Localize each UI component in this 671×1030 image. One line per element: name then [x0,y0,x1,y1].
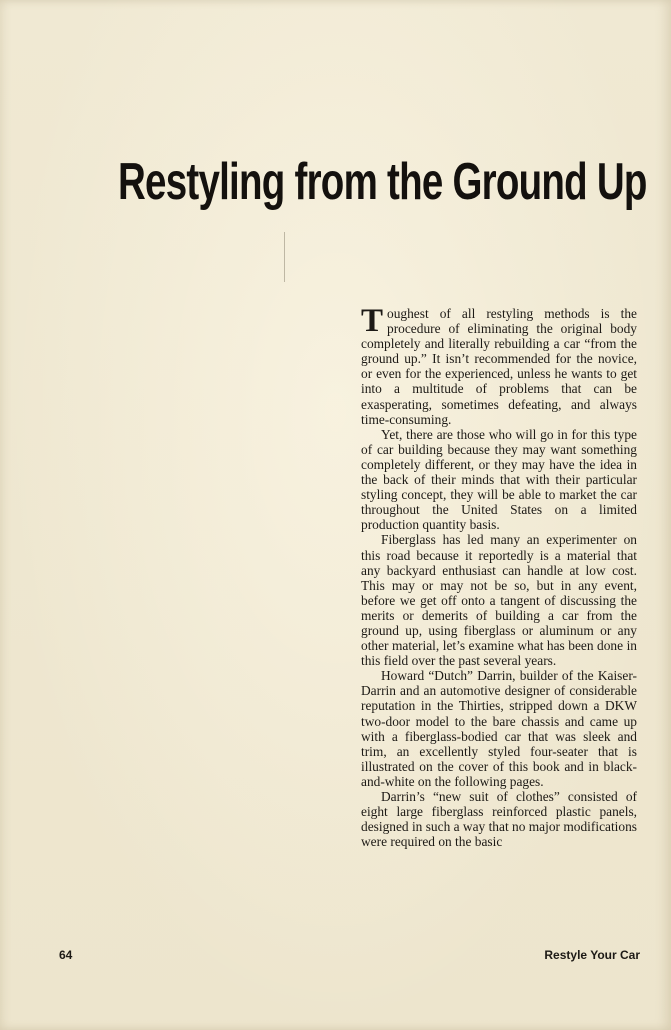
article-title: Restyling from the Ground Up [118,153,647,211]
publication-title: Restyle Your Car [544,948,640,962]
page-number: 64 [59,948,73,962]
paragraph-4: Howard “Dutch” Darrin, builder of the Kaiser-Darrin and an automotive designer of considerable reputation in the Thirties, stripped down a DKW two-door model to the bare chassis and came up with a fiberglass-bodied car that was sleek and trim, an excellently styled four-seater that is illustrated on the cover of this book and in black-and-white on the following pages. [361,668,637,789]
article-body [361,303,637,850]
paragraph-3: Fiberglass has led many an experimenter on this road because it reportedly is a material that any backyard enthusiast can handle at low cost. This may or may not be so, but in any event, before we get off onto a tangent of discussing the merits or demerits of building a car from the ground up, using fiberglass or aluminum or any other material, let’s examine what has been done in this field over the past several years. [361,532,637,669]
paragraph-5: Darrin’s “new suit of clothes” consisted of eight large fiberglass reinforced plastic panels, designed in such a way that no major modifications were required on the basic [361,789,637,850]
paragraph-1 [361,303,637,427]
fold-mark [284,232,285,282]
paragraph-2: Yet, there are those who will go in for this type of car building because they may want something completely different, or they may have the idea in the back of their minds that with their particular styling concept, they will be able to market the car throughout the United States on a limited production quantity basis. [361,426,637,533]
paragraph-1-text: oughest of all restyling methods is the procedure of eliminating the original body completely and literally rebuilding a car “from the ground up.” It isn’t recommended for the novice, or even for the experienced, unless he wants to get into a multitude of problems that can be exasperating, sometimes defeating, and always time-consuming. [361,306,637,427]
drop-cap: T [361,303,384,339]
